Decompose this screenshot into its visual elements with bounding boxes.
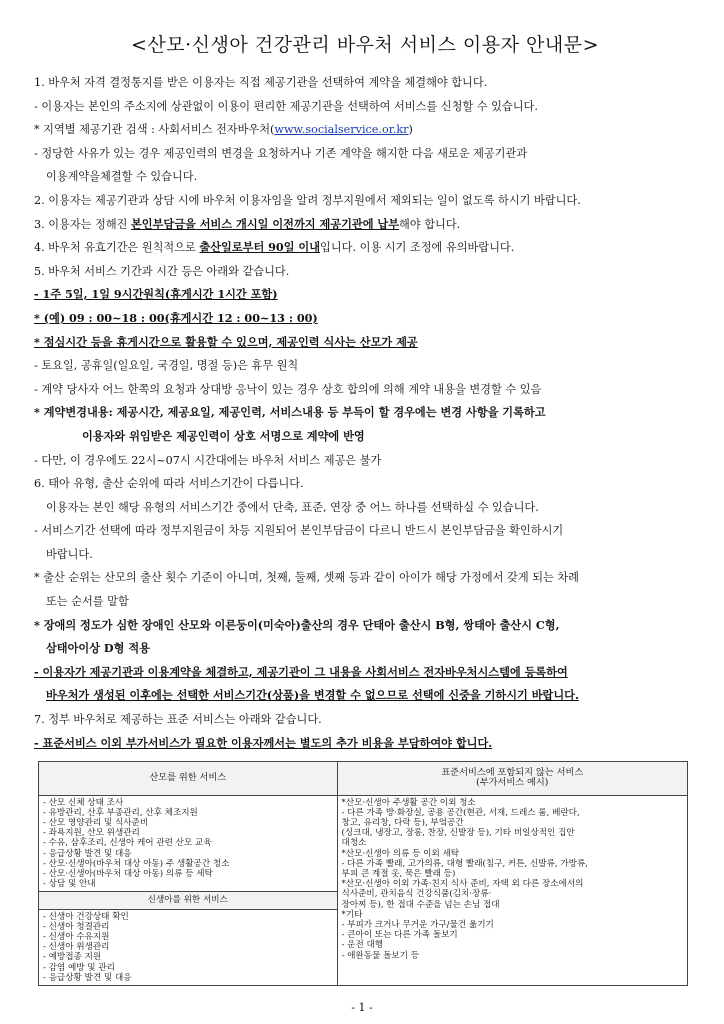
section-6-note-4: - 이용자가 제공기관과 이용계약을 체결하고, 제공기관이 그 내용을 사회서비스 전자바우처시스템에 등록하여: [34, 664, 568, 679]
newborn-service-item: - 예방접종 지원: [43, 952, 102, 963]
mother-service-item: - 산모·신생아(바우처 대상 아동) 의류 등 세탁: [43, 869, 213, 880]
section-3: [34, 213, 696, 237]
extra-service-cell: [337, 795, 687, 985]
newborn-service-item: - 감염 예방 및 관리: [43, 962, 115, 973]
section-6-note-2-cont: 또는 순서를 말함: [46, 595, 129, 609]
newborn-service-item: - 신생아 청결관리: [43, 921, 110, 932]
extra-service-item: 창고, 유리창, 다락 등), 부엌공간: [341, 818, 464, 829]
newborn-service-item: - 신생아 건강상태 확인: [43, 911, 129, 922]
extra-service-item: 대청소: [341, 838, 367, 849]
mother-service-list: [43, 798, 333, 890]
section-1-note-3: - 정당한 사유가 있는 경우 제공인력의 변경을 요청하거나 기존 계약을 해지한 다음 새로운 제공기관과: [34, 146, 528, 160]
extra-service-item: - 큰아이 또는 다른 가족 돌보기: [341, 930, 458, 941]
section-1-note-3-cont: 이용계약을체결할 수 있습니다.: [46, 170, 198, 184]
mother-service-item: - 유방관리, 산후 부종관리, 산후 체조지원: [43, 807, 198, 818]
section-4-text-end: 입니다. 이용 시기 조정에 유의바랍니다.: [320, 241, 515, 255]
service-table: [38, 761, 688, 986]
section-6-note-1-cont: 바랍니다.: [46, 547, 93, 561]
document-title: <산모·신생아 건강관리 바우처 서비스 이용자 안내문>: [130, 34, 599, 56]
search-text: * 지역별 제공기관 검색 : 사회서비스 전자바우처(: [34, 123, 275, 137]
section-7: 7. 정부 바우처로 제공하는 표준 서비스는 아래와 같습니다.: [34, 713, 322, 727]
extra-service-item: *기타: [341, 909, 363, 920]
page-number: - 1 -: [351, 1001, 373, 1014]
section-3-text-end: 해야 합니다.: [399, 217, 461, 231]
mother-service-item: - 상담 및 안내: [43, 879, 96, 890]
extra-service-item: 식사준비, 관치음식 건강식품(김치·장류·: [341, 889, 492, 900]
mother-service-cell: [39, 795, 338, 985]
extra-service-item: (싱크대, 냉장고, 장롱, 찬장, 신발장 등), 기타 비일상적인 집안: [341, 828, 575, 839]
mother-service-item: - 응급상황 발견 및 대응: [43, 848, 132, 859]
section-4: [34, 236, 696, 260]
extra-service-item: *산모·신생아 주생활 공간 이외 청소: [341, 797, 476, 808]
section-6-note-3: * 장애의 정도가 심한 장애인 산모와 이른둥이(미숙아)출산의 경우 단태아 출산시 B형, 쌍태아 출산시 C형,: [34, 617, 560, 632]
extra-service-item: - 부피가 크거나 무거운 가구/물건 옮기기: [341, 920, 494, 931]
section-3-text: 3. 이용자는 정해진: [34, 217, 131, 231]
section-5-night: - 다만, 이 경우에도 22시~07시 시간대에는 바우처 서비스 제공은 불가: [34, 453, 382, 467]
newborn-service-item: - 응급상황 발견 및 대응: [43, 972, 132, 983]
section-1-note-1: - 이용자는 본인의 주소지에 상관없이 이용이 편리한 제공기관을 선택하여 서비스를 신청할 수 있습니다.: [34, 99, 538, 113]
section-1: 1. 바우처 자격 결정통지를 받은 이용자는 직접 제공기관을 선택하여 계약을 체결해야 합니다.: [34, 76, 488, 89]
mother-service-item: - 좌욕지원, 산모 위생관리: [43, 828, 140, 839]
extra-service-list: [342, 798, 683, 961]
section-5-change-detail: * 계약변경내용: 제공시간, 제공요일, 제공인력, 서비스내용 등 부득이 할 경우에는 변경 사항을 기록하고: [34, 405, 546, 420]
mother-service-header: 산모를 위한 서비스: [39, 762, 338, 795]
section-6-note-2: * 출산 순위는 산모의 출산 횟수 기준이 아니며, 첫째, 둘째, 셋째 등과 같이 아이가 해당 가정에서 갖게 되는 차례: [34, 571, 579, 585]
newborn-service-list: [43, 912, 333, 983]
extra-service-header-line2: (부가서비스 예시): [476, 777, 549, 789]
section-5-change-detail-cont: 이용자와 위임받은 제공인력이 상호 서명으로 계약에 반영: [82, 428, 365, 443]
section-6: 6. 태아 유형, 출산 순위에 따라 서비스기간이 다릅니다.: [34, 477, 304, 491]
section-5: 5. 바우처 서비스 기간과 시간 등은 아래와 같습니다.: [34, 264, 290, 278]
extra-service-item: - 다른 가족 방·화장실, 공용 공간(현관, 서재, 드레스 룸, 베란다,: [341, 807, 580, 818]
section-2: 2. 이용자는 제공기관과 상담 시에 바우처 이용자임을 알려 정부지원에서 제외되는 일이 없도록 하시기 바랍니다.: [34, 193, 581, 207]
section-5-example: * (예) 09 : 00~18 : 00(휴게시간 12 : 00~13 : 00): [34, 310, 318, 325]
section-5-lunch: * 점심시간 등을 휴게시간으로 활용할 수 있으며, 제공인력 식사는 산모가 제공: [34, 334, 418, 349]
mother-service-item: - 수유, 삼후조리, 신생아 케어 관련 산모 교육: [43, 838, 212, 849]
extra-service-item: 장아찌 등), 한 접대 수준을 넘는 손님 접대: [341, 899, 500, 910]
section-6-note-4-cont: 바우처가 생성된 이후에는 선택한 서비스기간(상품)을 변경할 수 없으므로 선택에 신중을 기하시기 바랍니다.: [46, 688, 579, 703]
section-1-note-2: [34, 118, 696, 142]
section-5-change: - 계약 당사자 어느 한쪽의 요청과 상대방 응낙이 있는 경우 상호 합의에 의해 계약 내용을 변경할 수 있음: [34, 382, 542, 396]
extra-service-item: - 다른 가족 빨래, 고가의류, 대형 빨래(침구, 커튼, 신발류, 가방류,: [341, 858, 589, 869]
section-5-holiday: - 토요일, 공휴일(일요일, 국경일, 명절 등)은 휴무 원칙: [34, 359, 299, 373]
newborn-service-item: - 신생아 수유지원: [43, 932, 110, 943]
section-4-text: 4. 바우처 유효기간은 원칙적으로: [34, 241, 200, 255]
section-6-cont: 이용자는 본인 해당 유형의 서비스기간 중에서 단축, 표준, 연장 중 어느 하나를 선택하실 수 있습니다.: [46, 500, 539, 514]
socialservice-link[interactable]: www.socialservice.or.kr: [274, 123, 409, 137]
section-5-rule: - 1주 5일, 1일 9시간원칙(휴게시간 1시간 포함): [34, 287, 278, 302]
extra-service-item: - 운전 대행: [341, 940, 384, 951]
search-text-end: ): [408, 123, 413, 137]
newborn-service-header: 신생아를 위한 서비스: [39, 891, 337, 909]
extra-service-header-line1: 표준서비스에 포함되지 않는 서비스: [441, 767, 584, 779]
section-4-emphasis: 출산일로부터 90일 이내: [199, 240, 321, 255]
mother-service-item: - 산모·신생아(바우처 대상 아동) 주 생활공간 청소: [43, 858, 230, 869]
section-6-note-1: - 서비스기간 선택에 따라 정부지원금이 차등 지원되어 본인부담금이 다르니 반드시 본인부담금을 확인하시기: [34, 524, 564, 538]
section-6-note-3-cont: 삼태아이상 D형 적용: [46, 641, 150, 656]
extra-service-item: *산모·신생아 이외 가족·친지 식사 준비, 자택 외 다른 장소에서의: [341, 879, 584, 890]
extra-service-item: - 애완동물 돌보기 등: [341, 950, 420, 961]
mother-service-item: - 산모 영양관리 및 식사준비: [43, 818, 149, 829]
extra-service-item: 부피 큰 계절 옷, 묵은 빨래 등): [341, 869, 456, 880]
extra-service-item: *산모·신생아 의류 등 이외 세탁: [341, 848, 460, 859]
mother-service-item: - 산모 신체 상태 조사: [43, 797, 124, 808]
extra-service-header: [337, 762, 687, 795]
section-3-emphasis: 본인부담금을 서비스 개시일 이전까지 제공기관에 납부: [131, 216, 400, 231]
section-7-note: - 표준서비스 이외 부가서비스가 필요한 이용자께서는 별도의 추가 비용을 부담하여야 합니다.: [34, 735, 493, 750]
newborn-service-item: - 신생아 위생관리: [43, 942, 110, 953]
